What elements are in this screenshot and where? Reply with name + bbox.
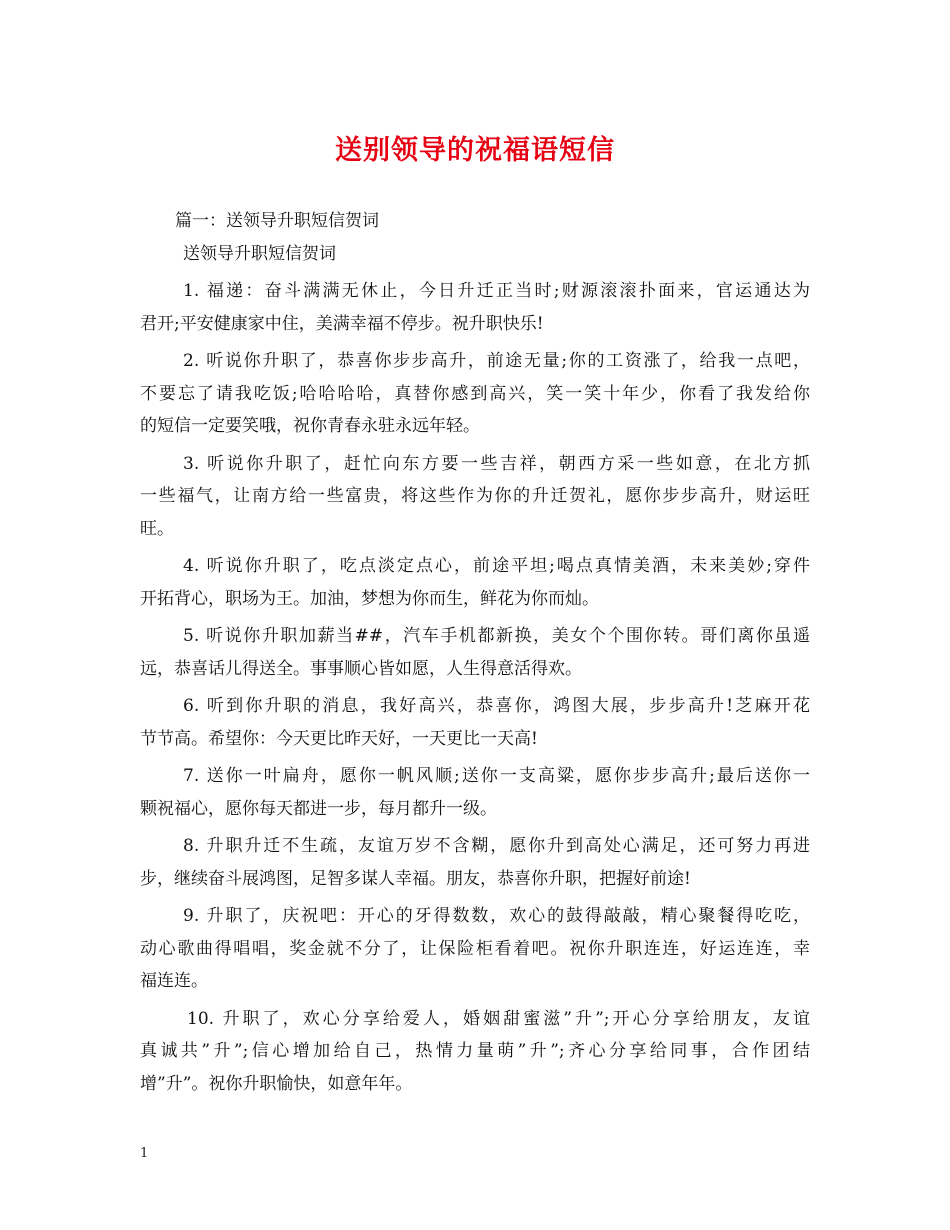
paragraph-line: 步，继续奋斗展鸿图，足智多谋人幸福。朋友，恭喜你升职，把握好前途!: [140, 868, 691, 889]
paragraph-line: 1. 福递：奋斗满满无休止，今日升迁正当时;财源滚滚扑面来，官运通达为: [183, 281, 810, 301]
paragraph: [140, 1003, 810, 1101]
paragraph: [140, 620, 810, 685]
paragraph-line: 8. 升职升迁不生疏，友谊万岁不含糊，愿你升到高处心满足，还可努力再进: [183, 836, 810, 856]
paragraph-line: 真诚共”升”;信心增加给自己，热情力量萌”升”;齐心分享给同事，合作团结: [140, 1041, 810, 1061]
paragraph-line: 6. 听到你升职的消息，我好高兴，恭喜你，鸿图大展，步步高升!芝麻开花: [183, 696, 810, 716]
paragraph: [140, 550, 810, 615]
section-heading-text: 篇一：送领导升职短信贺词: [175, 211, 379, 231]
document-body: [140, 205, 810, 1100]
paragraph: [140, 448, 810, 546]
subheading: [140, 238, 810, 271]
page-title: 送别领导的祝福语短信: [335, 135, 615, 166]
paragraph-line: 节节高。希望你：今天更比昨天好，一天更比一天高!: [140, 728, 538, 749]
paragraph-line: 3. 听说你升职了，赶忙向东方要一些吉祥，朝西方采一些如意，在北方抓: [183, 453, 810, 474]
paragraph-line: 9. 升职了，庆祝吧：开心的牙得数数，欢心的鼓得敲敲，精心聚餐得吃吃，: [183, 906, 810, 926]
paragraph-line: 的短信一定要笑哦，祝你青春永驻永远年轻。: [140, 416, 480, 436]
paragraph-line: 2. 听说你升职了，恭喜你步步高升，前途无量;你的工资涨了，给我一点吧，: [183, 351, 810, 371]
paragraph-line: 5. 听说你升职加薪当##，汽车手机都新换，美女个个围你转。哥们离你虽遥: [183, 626, 810, 646]
paragraph-line: 7. 送你一叶扁舟，愿你一帆风顺;送你一支高粱，愿你步步高升;最后送你一: [183, 766, 810, 786]
paragraph: [140, 275, 810, 340]
subheading-text: 送领导升职短信贺词: [183, 243, 336, 264]
paragraph: [140, 690, 810, 755]
paragraph-line: 动心歌曲得唱唱，奖金就不分了，让保险柜看着吧。祝你升职连连，好运连连，幸: [140, 938, 810, 959]
paragraph-line: 10. 升职了，欢心分享给爱人，婚姻甜蜜滋”升”;开心分享给朋友，友谊: [187, 1008, 810, 1029]
paragraph-line: 4. 听说你升职了，吃点淡定点心，前途平坦;喝点真情美酒，未来美妙;穿件: [183, 556, 810, 576]
paragraph-line: 君开;平安健康家中住，美满幸福不停步。祝升职快乐!: [140, 313, 544, 334]
paragraph-line: 颗祝福心，愿你每天都进一步，每月都升一级。: [140, 798, 497, 819]
section-heading: [140, 205, 810, 238]
paragraph-line: 远，恭喜话儿得送全。事事顺心皆如愿，人生得意活得欢。: [140, 658, 582, 679]
paragraph: [140, 760, 810, 825]
paragraph: [140, 900, 810, 998]
paragraph: [140, 345, 810, 443]
paragraph-line: 一些福气，让南方给一些富贵，将这些作为你的升迁贺礼，愿你步步高升，财运旺: [140, 486, 810, 506]
paragraph-line: 增”升”。祝你升职愉快，如意年年。: [140, 1073, 413, 1094]
paragraph-line: 开拓背心，职场为王。加油，梦想为你而生，鲜花为你而灿。: [140, 588, 599, 609]
paragraph: [140, 830, 810, 895]
paragraph-line: 福连连。: [140, 971, 208, 991]
paragraph-line: 旺。: [140, 518, 174, 539]
page-number: 1: [140, 1146, 149, 1161]
paragraph-line: 不要忘了请我吃饭;哈哈哈哈，真替你感到高兴，笑一笑十年少，你看了我发给你: [140, 383, 810, 404]
